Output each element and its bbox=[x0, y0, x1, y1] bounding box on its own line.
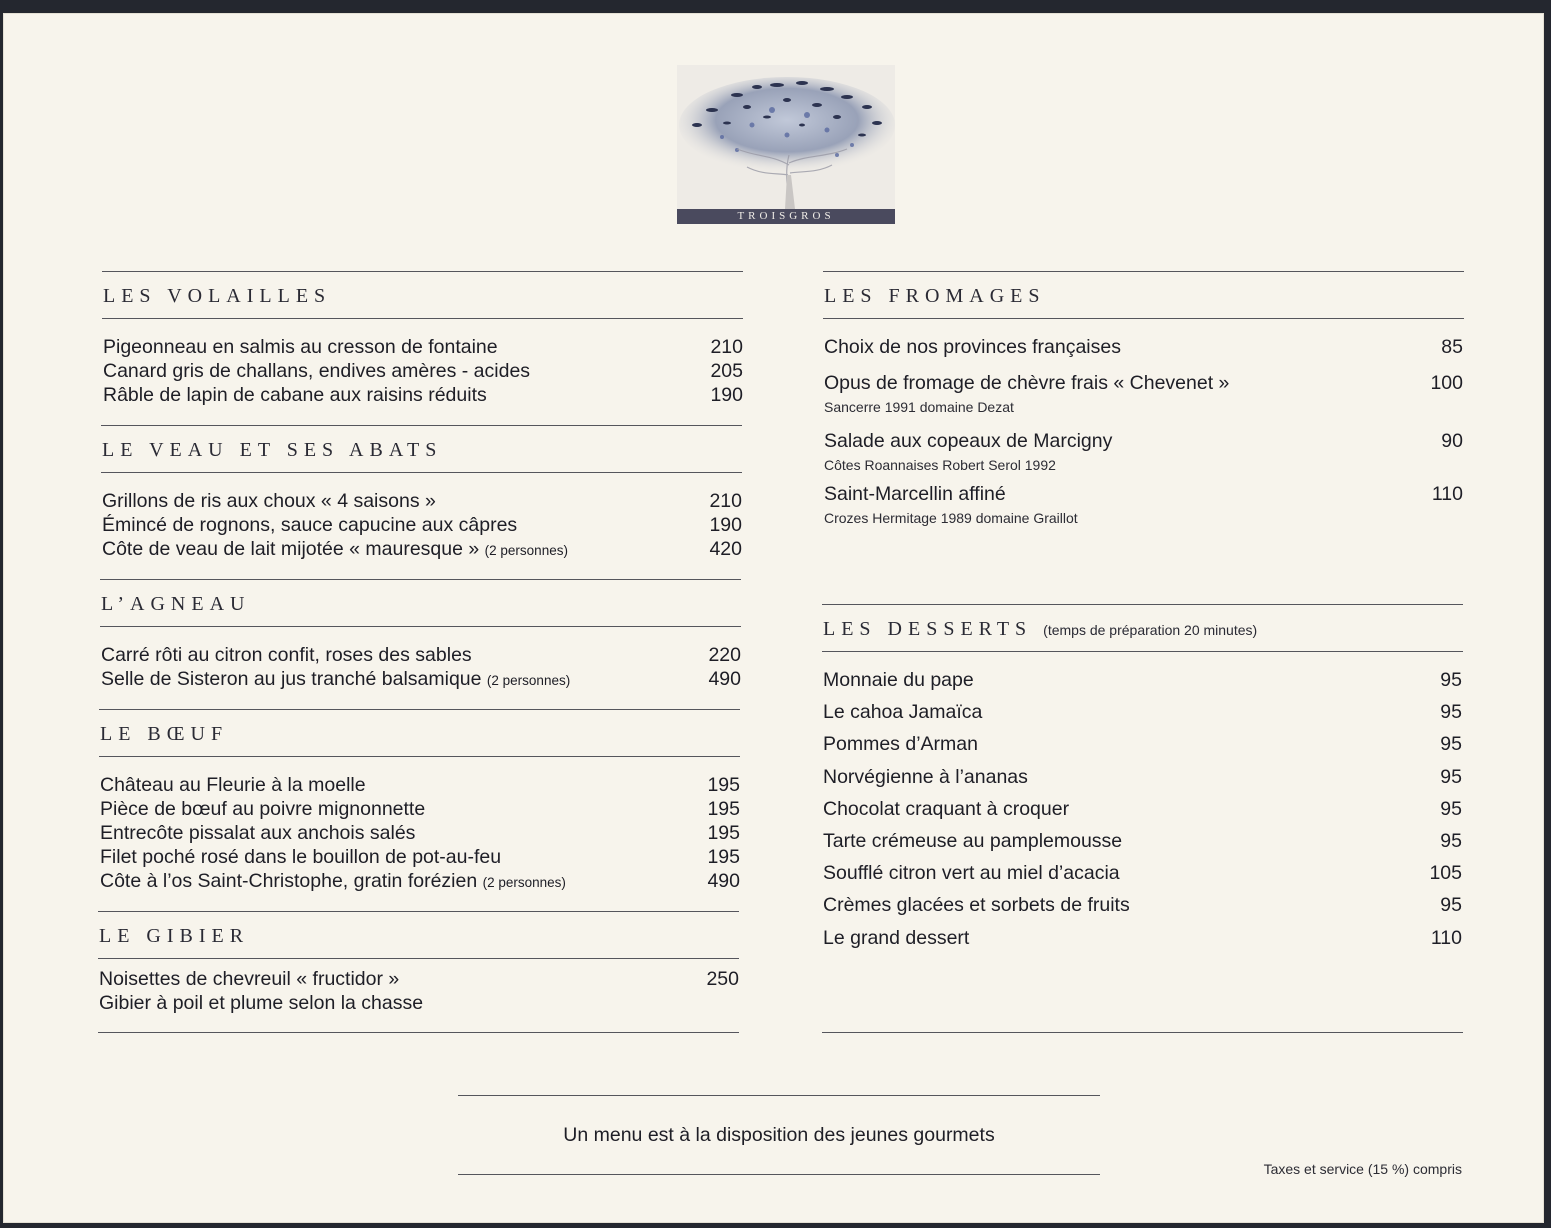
jeunes-gourmets-note: Un menu est à la disposition des jeunes gourmets bbox=[563, 1124, 995, 1146]
menu-item-label: Gibier à poil et plume selon la chasse bbox=[99, 992, 424, 1014]
dessert-item bbox=[823, 862, 1462, 885]
menu-card bbox=[3, 13, 1544, 1223]
menu-item bbox=[103, 336, 743, 359]
section-rule bbox=[101, 425, 742, 426]
dessert-item-name: Le grand dessert bbox=[823, 926, 970, 949]
menu-item-price: 490 bbox=[708, 668, 741, 690]
dessert-item-price: 95 bbox=[1440, 701, 1462, 724]
menu-item-name bbox=[99, 968, 399, 991]
section-title-note: (temps de préparation 20 minutes) bbox=[1043, 622, 1258, 638]
menu-item-label: Carré rôti au citron confit, roses des sables bbox=[101, 644, 472, 666]
menu-item-name bbox=[103, 336, 498, 359]
menu-item-label: Pièce de bœuf au poivre mignonnette bbox=[100, 798, 426, 820]
section-rule bbox=[100, 626, 741, 627]
menu-item-name bbox=[102, 490, 436, 513]
menu-item-label: Filet poché rosé dans le bouillon de pot-au-feu bbox=[100, 846, 502, 868]
cheese-item bbox=[824, 336, 1463, 359]
menu-item-price: 195 bbox=[707, 798, 740, 820]
section-rule bbox=[99, 709, 740, 710]
menu-item-name bbox=[101, 668, 570, 691]
section-title: L’AGNEAU bbox=[101, 593, 251, 615]
cheese-item-price: 90 bbox=[1441, 430, 1463, 452]
section-rule bbox=[102, 271, 743, 272]
menu-item-label: Pigeonneau en salmis au cresson de fontaine bbox=[103, 336, 498, 358]
dessert-item bbox=[823, 733, 1462, 756]
section-rule bbox=[101, 472, 742, 473]
logo-wordmark: TROISGROS bbox=[677, 209, 895, 224]
section-title bbox=[823, 618, 1257, 641]
menu-item-note: (2 personnes) bbox=[486, 673, 571, 688]
wine-pairing: Crozes Hermitage 1989 domaine Graillot bbox=[824, 510, 1078, 526]
dessert-item-name: Soufflé citron vert au miel d’acacia bbox=[823, 862, 1120, 885]
dessert-item-price: 95 bbox=[1440, 669, 1462, 691]
section-title: LE VEAU ET SES ABATS bbox=[102, 439, 443, 461]
cheese-item-price: 110 bbox=[1431, 483, 1463, 505]
menu-item-name bbox=[100, 846, 501, 869]
menu-item bbox=[103, 384, 743, 407]
section-rule bbox=[98, 958, 739, 959]
wine-pairing: Côtes Roannaises Robert Serol 1992 bbox=[824, 457, 1056, 473]
dessert-item-price: 95 bbox=[1440, 894, 1462, 917]
menu-item-name bbox=[103, 360, 530, 383]
menu-item-label: Noisettes de chevreuil « fructidor » bbox=[99, 968, 400, 990]
dessert-item bbox=[823, 798, 1462, 821]
menu-item-name bbox=[99, 992, 423, 1015]
section-title: LES FROMAGES bbox=[824, 285, 1046, 307]
dessert-item-name: Monnaie du pape bbox=[823, 669, 974, 691]
menu-item-label: Canard gris de challans, endives amères - acides bbox=[103, 360, 531, 382]
dessert-item bbox=[823, 669, 1462, 692]
cheese-item bbox=[824, 372, 1463, 395]
section-title-text: LES DESSERTS bbox=[823, 618, 1033, 640]
dessert-item-price: 110 bbox=[1430, 926, 1462, 949]
menu-item-price: 195 bbox=[707, 846, 740, 868]
dessert-item-price: 95 bbox=[1440, 733, 1462, 756]
menu-item-price: 420 bbox=[709, 538, 742, 560]
dessert-item-name: Chocolat craquant à croquer bbox=[823, 797, 1070, 820]
section-rule bbox=[823, 271, 1464, 272]
menu-item-name bbox=[100, 774, 366, 797]
menu-item-price: 210 bbox=[709, 490, 742, 512]
section-rule bbox=[823, 318, 1464, 319]
cheese-item-name: Opus de fromage de chèvre frais « Chevenet » bbox=[824, 372, 1230, 394]
section-title: LES VOLAILLES bbox=[103, 285, 332, 307]
menu-item-name bbox=[100, 798, 425, 821]
section-rule bbox=[102, 318, 743, 319]
section-rule bbox=[822, 1032, 1463, 1033]
menu-item-name bbox=[102, 538, 568, 561]
menu-item-price: 190 bbox=[710, 384, 743, 406]
menu-item-price: 195 bbox=[707, 822, 740, 844]
section-rule bbox=[822, 604, 1463, 605]
cheese-item-price: 85 bbox=[1441, 336, 1463, 358]
cheese-item-price: 100 bbox=[1430, 372, 1463, 394]
menu-item-label: Côte de veau de lait mijotée « mauresque » bbox=[102, 538, 480, 560]
menu-item bbox=[100, 822, 740, 845]
menu-item-price: 205 bbox=[710, 360, 743, 382]
wine-pairing: Sancerre 1991 domaine Dezat bbox=[824, 399, 1014, 415]
menu-item-label: Grillons de ris aux choux « 4 saisons » bbox=[102, 490, 436, 512]
menu-item-price: 195 bbox=[707, 774, 740, 796]
section-rule bbox=[822, 651, 1463, 652]
section-title: LE GIBIER bbox=[99, 925, 250, 947]
dessert-item-price: 95 bbox=[1440, 797, 1462, 820]
menu-item-label: Selle de Sisteron au jus tranché balsamique bbox=[101, 668, 482, 690]
menu-item bbox=[100, 774, 740, 797]
menu-item-label: Côte à l’os Saint-Christophe, gratin forézien bbox=[100, 870, 478, 892]
cheese-item bbox=[824, 483, 1463, 506]
dessert-item bbox=[823, 766, 1462, 789]
section-rule bbox=[100, 579, 741, 580]
cheese-item bbox=[824, 430, 1463, 453]
section-rule bbox=[98, 911, 739, 912]
dessert-item bbox=[823, 701, 1462, 724]
footer-rule-top bbox=[458, 1095, 1100, 1096]
menu-item bbox=[100, 846, 740, 869]
dessert-item-name: Crèmes glacées et sorbets de fruits bbox=[823, 894, 1130, 917]
section-rule bbox=[98, 1032, 739, 1033]
dessert-item-price: 95 bbox=[1440, 830, 1462, 852]
menu-item bbox=[102, 514, 742, 537]
menu-item-note: (2 personnes) bbox=[482, 875, 566, 890]
dessert-item bbox=[823, 927, 1462, 950]
dessert-item bbox=[823, 830, 1462, 853]
menu-item bbox=[102, 490, 742, 513]
cheese-item-name: Salade aux copeaux de Marcigny bbox=[824, 430, 1113, 452]
menu-item-label: Émincé de rognons, sauce capucine aux câpres bbox=[102, 514, 518, 536]
dessert-item-name: Le cahoa Jamaïca bbox=[823, 701, 983, 724]
cheese-item-name: Saint-Marcellin affiné bbox=[824, 483, 1006, 505]
menu-item-label: Château au Fleurie à la moelle bbox=[100, 774, 366, 796]
menu-item bbox=[99, 968, 739, 991]
dessert-item-name: Tarte crémeuse au pamplemousse bbox=[823, 830, 1123, 852]
menu-item-name bbox=[102, 514, 517, 537]
menu-item-name bbox=[103, 384, 487, 407]
menu-item-price: 490 bbox=[707, 870, 740, 892]
troisgros-logo bbox=[677, 65, 895, 225]
dessert-item-name: Pommes d’Arman bbox=[823, 733, 978, 756]
menu-item-price: 250 bbox=[706, 968, 739, 990]
menu-item bbox=[100, 798, 740, 821]
menu-item-price: 220 bbox=[708, 644, 741, 666]
menu-item-price: 210 bbox=[710, 336, 743, 358]
menu-item bbox=[102, 538, 742, 561]
dessert-item-name: Norvégienne à l’ananas bbox=[823, 765, 1028, 788]
dessert-item bbox=[823, 894, 1462, 917]
section-title: LE BŒUF bbox=[100, 723, 229, 745]
taxes-note: Taxes et service (15 %) compris bbox=[1263, 1161, 1462, 1177]
menu-item bbox=[103, 360, 743, 383]
menu-item-label: Entrecôte pissalat aux anchois salés bbox=[100, 822, 416, 844]
menu-item-name bbox=[101, 644, 472, 667]
menu-item bbox=[100, 870, 740, 893]
cheese-item-name: Choix de nos provinces françaises bbox=[824, 336, 1121, 358]
footer-rule-bottom bbox=[458, 1174, 1100, 1175]
dessert-item-price: 105 bbox=[1429, 862, 1462, 885]
dessert-item-price: 95 bbox=[1440, 765, 1462, 788]
menu-item-label: Râble de lapin de cabane aux raisins réduits bbox=[103, 384, 487, 406]
tree-illustration bbox=[677, 65, 895, 209]
menu-item-name bbox=[100, 870, 566, 893]
menu-item-name bbox=[100, 822, 415, 845]
section-rule bbox=[99, 756, 740, 757]
menu-item bbox=[101, 644, 741, 667]
menu-item-note: (2 personnes) bbox=[484, 543, 568, 558]
menu-item bbox=[99, 992, 739, 1015]
menu-item bbox=[101, 668, 741, 691]
menu-item-price: 190 bbox=[709, 514, 742, 536]
